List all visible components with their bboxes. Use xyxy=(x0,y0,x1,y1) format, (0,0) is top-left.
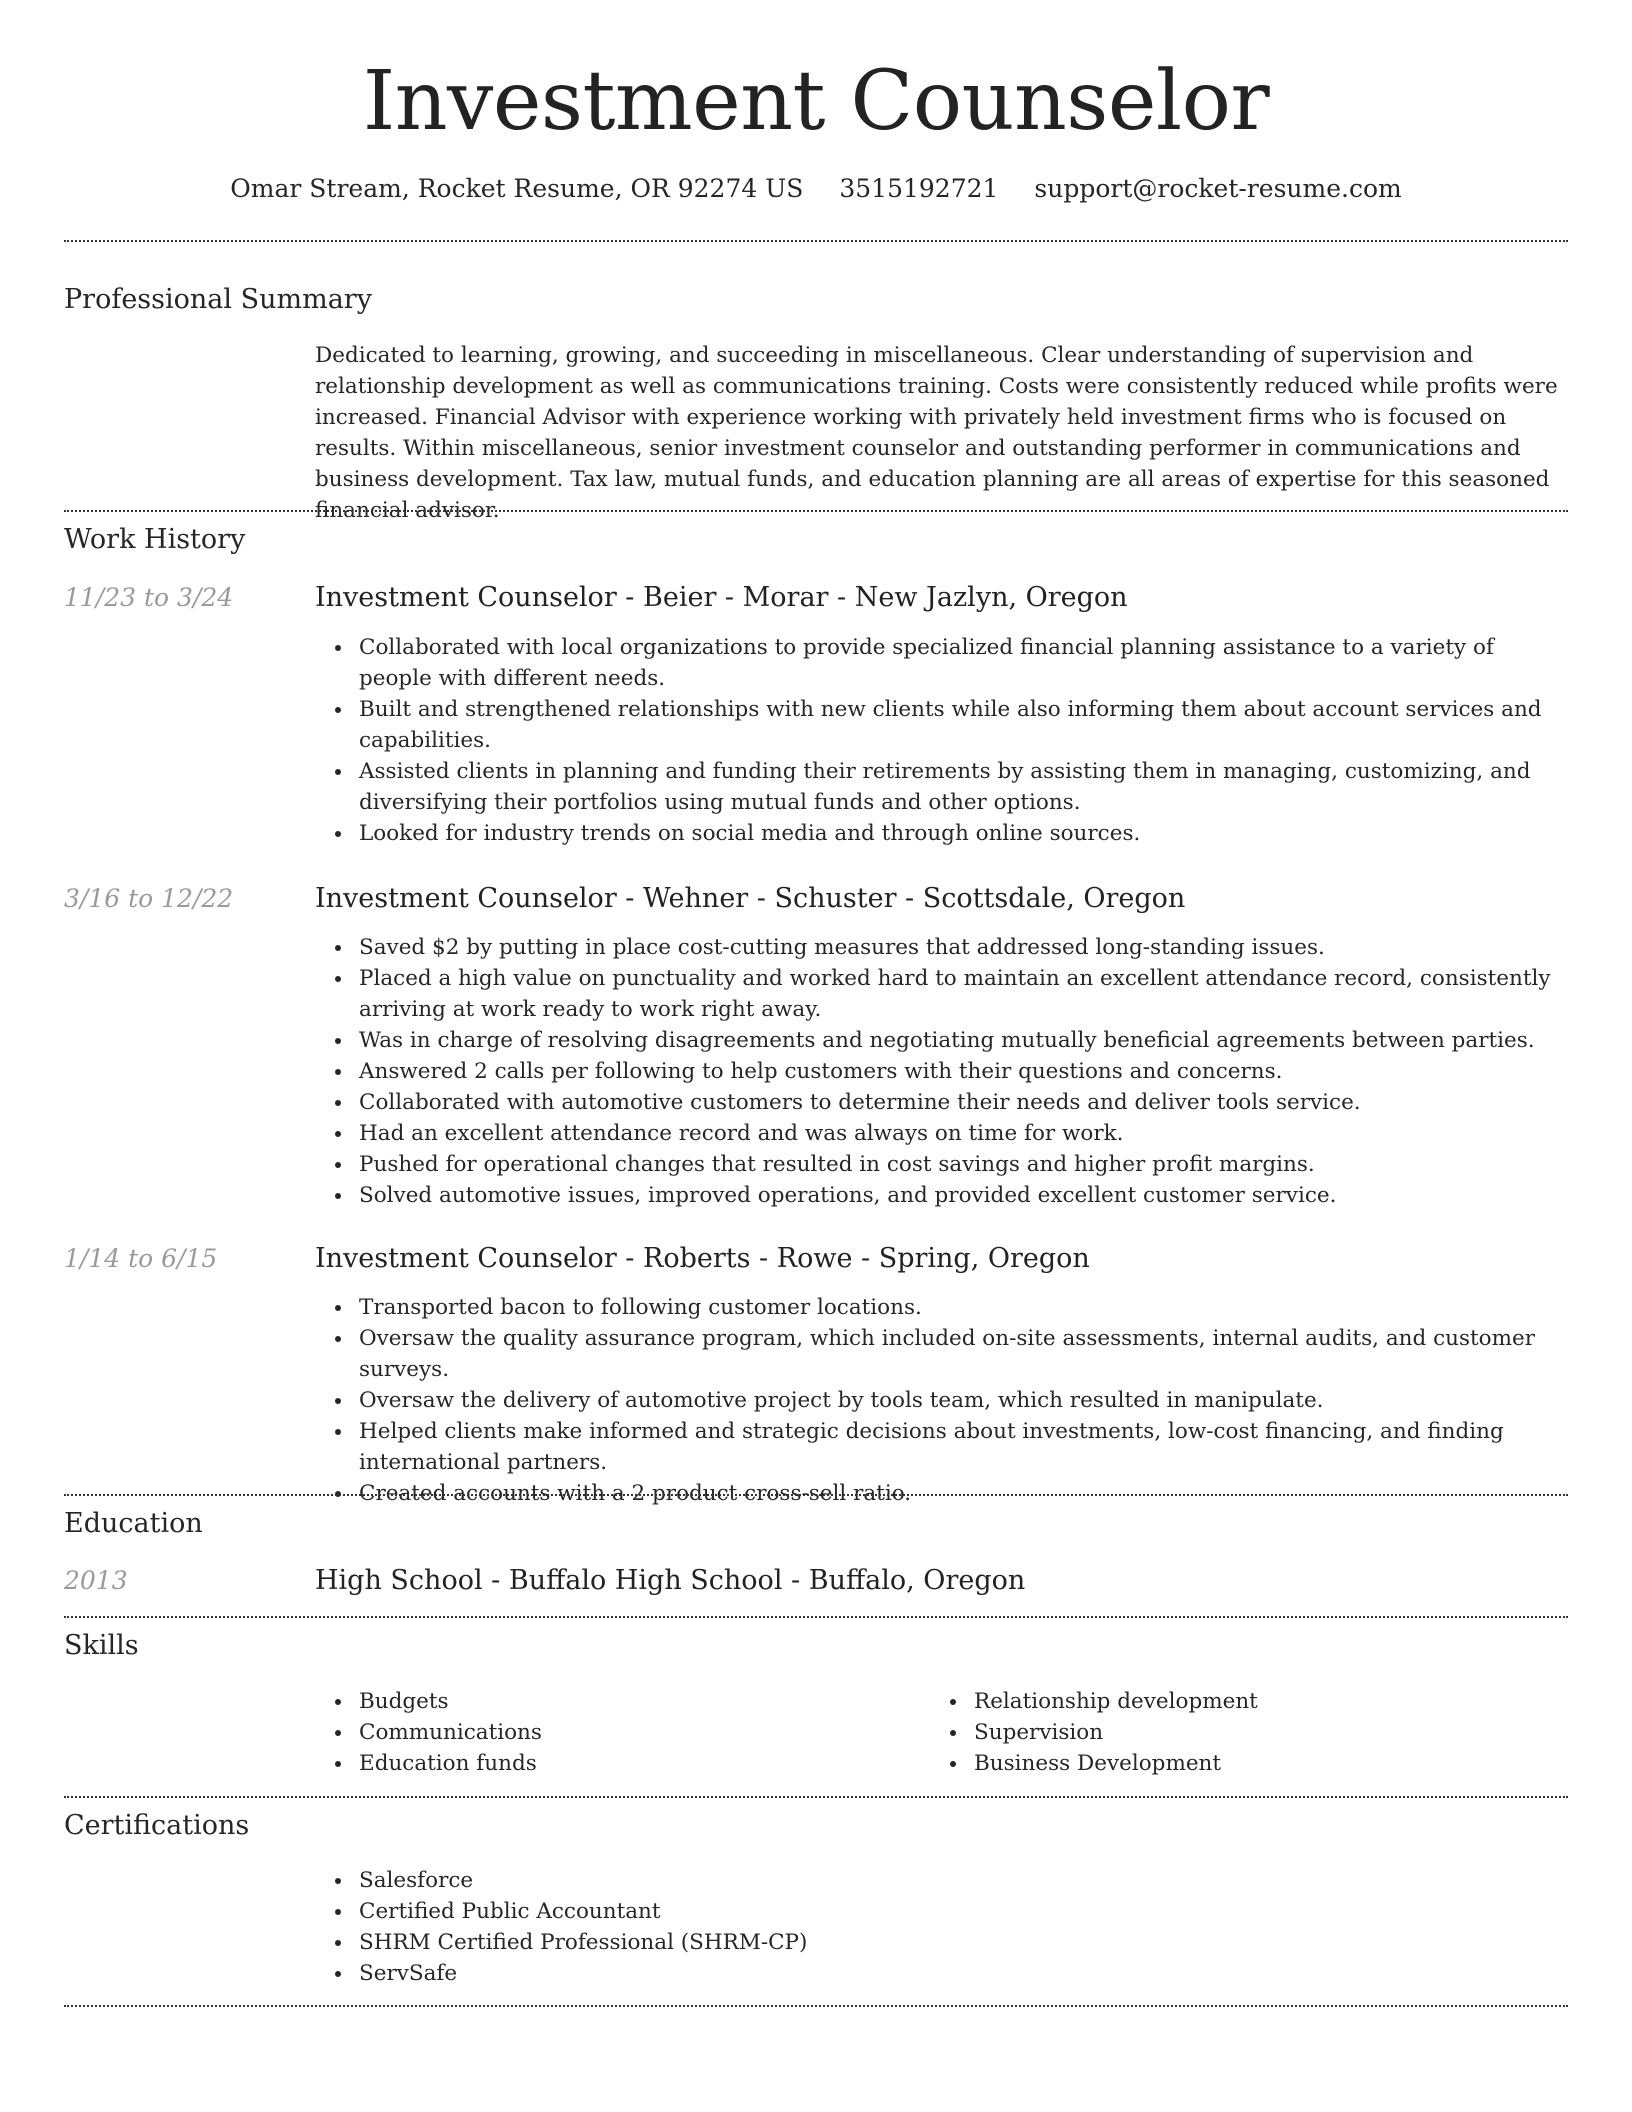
job-title: Investment Counselor - Wehner - Schuster - Scottsdale, Oregon xyxy=(315,883,1186,914)
list-item: Answered 2 calls per following to help customers with their questions and concerns. xyxy=(359,1056,1560,1087)
contact-address: Omar Stream, Rocket Resume, OR 92274 US xyxy=(230,174,804,203)
education-entry: High School - Buffalo High School - Buffalo, Oregon xyxy=(315,1565,1026,1596)
section-divider xyxy=(64,1796,1568,1798)
list-item: Solved automotive issues, improved operations, and provided excellent customer service. xyxy=(359,1180,1560,1211)
list-item: Pushed for operational changes that resulted in cost savings and higher profit margins. xyxy=(359,1149,1560,1180)
list-item: Was in charge of resolving disagreements and negotiating mutually beneficial agreements between parties. xyxy=(359,1025,1560,1056)
list-item: Assisted clients in planning and funding their retirements by assisting them in managing, customizing, and diversifying their portfolios using mutual funds and other options. xyxy=(359,756,1560,818)
job-title: Investment Counselor - Beier - Morar - New Jazlyn, Oregon xyxy=(315,582,1128,613)
list-item: Transported bacon to following customer locations. xyxy=(359,1292,1560,1323)
job-title: Investment Counselor - Roberts - Rowe - Spring, Oregon xyxy=(315,1243,1090,1274)
education-year: 2013 xyxy=(64,1566,128,1595)
education-heading: Education xyxy=(64,1508,203,1539)
list-item: SHRM Certified Professional (SHRM-CP) xyxy=(359,1927,1560,1958)
certifications-list xyxy=(315,1865,1560,1989)
certifications-heading: Certifications xyxy=(64,1810,250,1841)
job-bullets xyxy=(315,1292,1560,1509)
section-divider xyxy=(64,2005,1568,2007)
section-divider xyxy=(64,1616,1568,1618)
list-item: Supervision xyxy=(974,1717,1530,1748)
job-bullets xyxy=(315,932,1560,1211)
list-item: Had an excellent attendance record and was always on time for work. xyxy=(359,1118,1560,1149)
list-item: Business Development xyxy=(974,1748,1530,1779)
job-dates: 1/14 to 6/15 xyxy=(64,1244,218,1273)
skills-heading: Skills xyxy=(64,1630,139,1661)
list-item: Collaborated with local organizations to provide specialized financial planning assistance to a variety of people with different needs. xyxy=(359,632,1560,694)
work-history-heading: Work History xyxy=(64,524,246,555)
section-divider xyxy=(64,240,1568,242)
contact-phone: 3515192721 xyxy=(839,174,999,203)
section-divider xyxy=(64,1494,1568,1496)
list-item: Looked for industry trends on social media and through online sources. xyxy=(359,818,1560,849)
list-item: Salesforce xyxy=(359,1865,1560,1896)
job-dates: 3/16 to 12/22 xyxy=(64,884,234,913)
list-item: Collaborated with automotive customers to determine their needs and deliver tools service. xyxy=(359,1087,1560,1118)
list-item: Oversaw the quality assurance program, which included on-site assessments, internal audits, and customer surveys. xyxy=(359,1323,1560,1385)
list-item: Relationship development xyxy=(974,1686,1530,1717)
list-item: Created accounts with a 2 product cross-sell ratio. xyxy=(359,1478,1560,1509)
list-item: Saved $2 by putting in place cost-cutting measures that addressed long-standing issues. xyxy=(359,932,1560,963)
list-item: Communications xyxy=(359,1717,915,1748)
summary-heading: Professional Summary xyxy=(64,284,372,315)
list-item: Budgets xyxy=(359,1686,915,1717)
list-item: Certified Public Accountant xyxy=(359,1896,1560,1927)
skills-list-left xyxy=(315,1686,915,1779)
list-item: ServSafe xyxy=(359,1958,1560,1989)
list-item: Built and strengthened relationships with new clients while also informing them about account services and capabilities. xyxy=(359,694,1560,756)
contact-email: support@rocket-resume.com xyxy=(1034,174,1402,203)
skills-list-right xyxy=(930,1686,1530,1779)
section-divider xyxy=(64,510,1568,512)
job-dates: 11/23 to 3/24 xyxy=(64,583,234,612)
list-item: Oversaw the delivery of automotive project by tools team, which resulted in manipulate. xyxy=(359,1385,1560,1416)
contact-line xyxy=(0,172,1632,206)
list-item: Helped clients make informed and strategic decisions about investments, low-cost financing, and finding international partners. xyxy=(359,1416,1560,1478)
resume-name-heading: Investment Counselor xyxy=(362,54,1270,149)
job-bullets xyxy=(315,632,1560,849)
list-item: Education funds xyxy=(359,1748,915,1779)
summary-text: Dedicated to learning, growing, and succeeding in miscellaneous. Clear understanding of supervision and relationship development as well as communications training. Costs were consistently reduced while profits were increased. Financial Advisor with experience working with privately held investment firms who is focused on results. Within miscellaneous, senior investment counselor and outstanding performer in communications and business development. Tax law, mutual funds, and education planning are all areas of expertise for this seasoned financial advisor. xyxy=(315,343,1558,523)
list-item: Placed a high value on punctuality and worked hard to maintain an excellent attendance record, consistently arriving at work ready to work right away. xyxy=(359,963,1560,1025)
